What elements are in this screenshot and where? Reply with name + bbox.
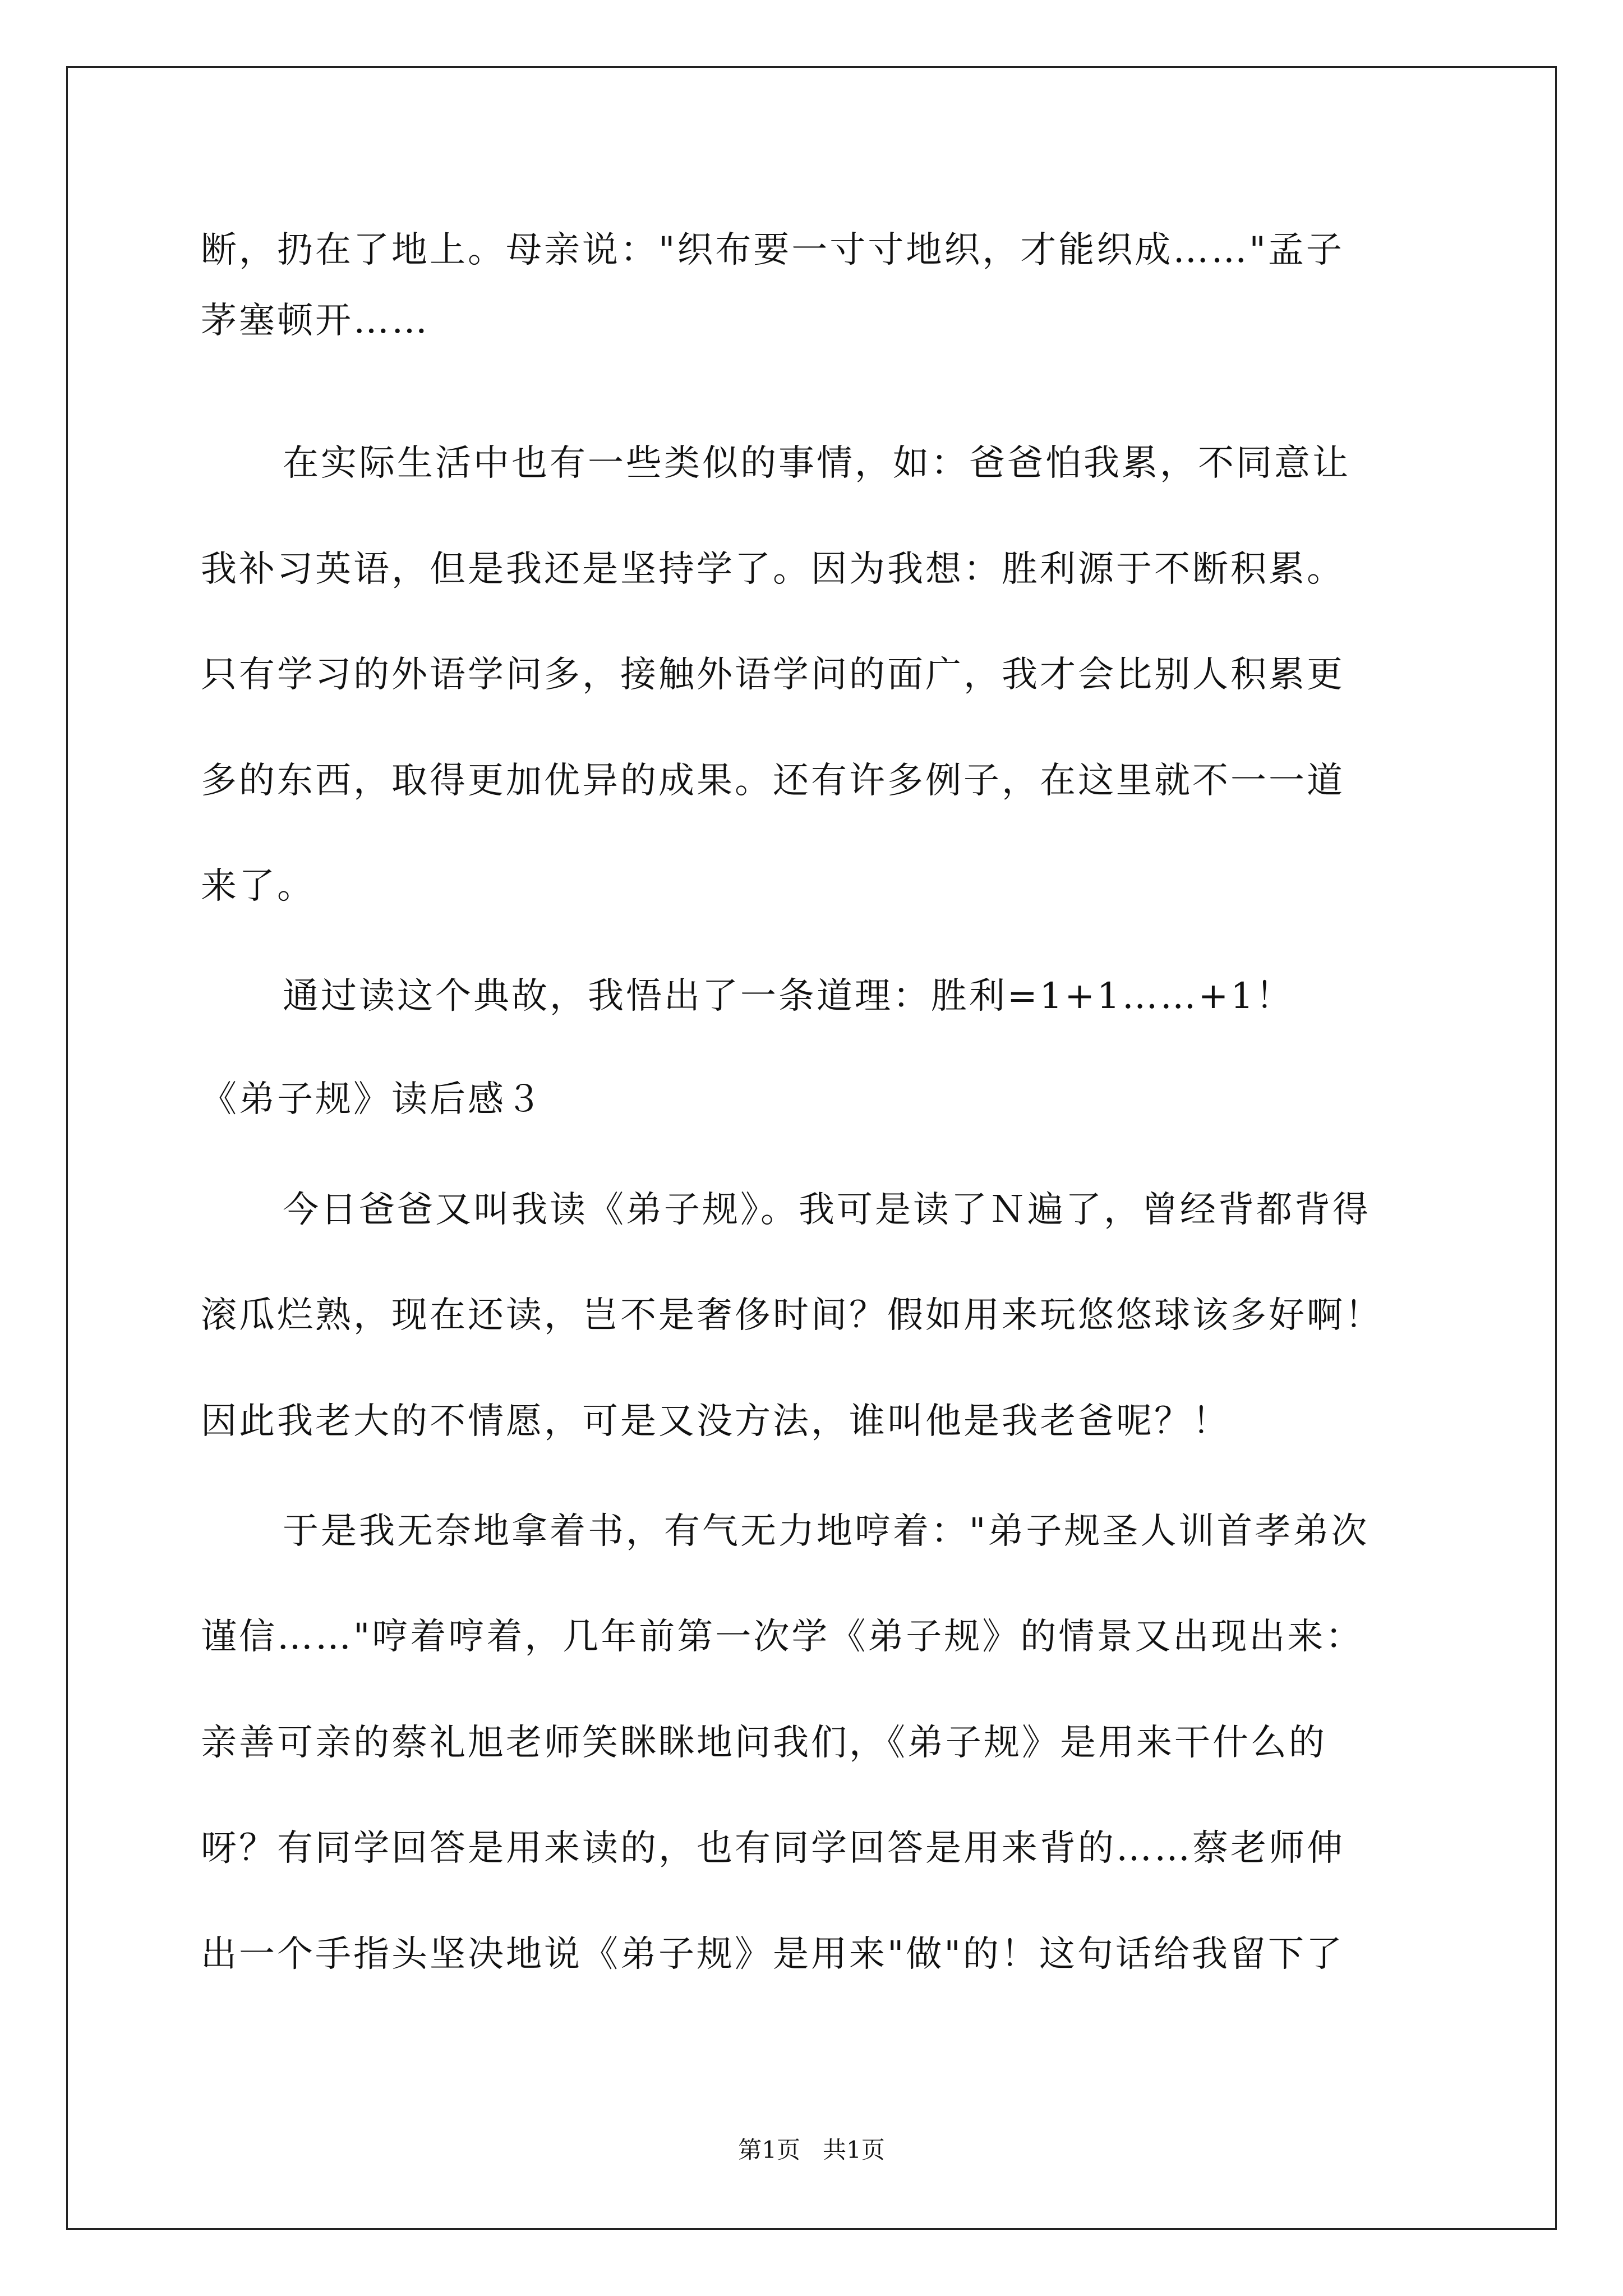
paragraph-start-line: 今日爸爸又叫我读《弟子规》。我可是读了Ｎ遍了，曾经背都背得 bbox=[283, 1189, 1371, 1231]
text-line: 出一个手指头坚决地说《弟子规》是用来"做"的！这句话给我留下了 bbox=[201, 1934, 1344, 1975]
text-line: 滚瓜烂熟，现在还读，岂不是奢侈时间？假如用来玩悠悠球该多好啊！ bbox=[201, 1295, 1383, 1336]
text-line: 断，扔在了地上。母亲说："织布要一寸寸地织，才能织成……"孟子 bbox=[201, 229, 1344, 271]
text-line: 茅塞顿开…… bbox=[201, 300, 430, 342]
text-line: 亲善可亲的蔡礼旭老师笑眯眯地问我们，《弟子规》是用来干什么的 bbox=[201, 1722, 1327, 1764]
text-line: 只有学习的外语学问多，接触外语学问的面广，我才会比别人积累更 bbox=[201, 654, 1345, 696]
text-line: 我补习英语，但是我还是坚持学了。因为我想：胜利源于不断积累。 bbox=[201, 549, 1345, 590]
page-border bbox=[66, 66, 1557, 2230]
section-heading: 《弟子规》读后感３ bbox=[201, 1079, 544, 1120]
text-line: 多的东西，取得更加优异的成果。还有许多例子，在这里就不一一道 bbox=[201, 760, 1345, 802]
text-line: 来了。 bbox=[201, 866, 315, 907]
text-line: 谨信……"哼着哼着，几年前第一次学《弟子规》的情景又出现出来： bbox=[201, 1616, 1364, 1658]
paragraph-start-line: 于是我无奈地拿着书，有气无力地哼着："弟子规圣人训首孝弟次 bbox=[283, 1511, 1370, 1552]
paragraph-start-line: 通过读这个典故，我悟出了一条道理：胜利=1+1……+1！ bbox=[283, 976, 1294, 1017]
paragraph-start-line: 在实际生活中也有一些类似的事情，如：爸爸怕我累，不同意让 bbox=[283, 443, 1350, 484]
page-number-footer: 第1页 共1页 bbox=[738, 2136, 885, 2164]
text-line: 呀？有同学回答是用来读的，也有同学回答是用来背的……蔡老师伸 bbox=[201, 1828, 1345, 1869]
text-line: 因此我老大的不情愿，可是又没方法，谁叫他是我老爸呢？！ bbox=[201, 1401, 1230, 1442]
